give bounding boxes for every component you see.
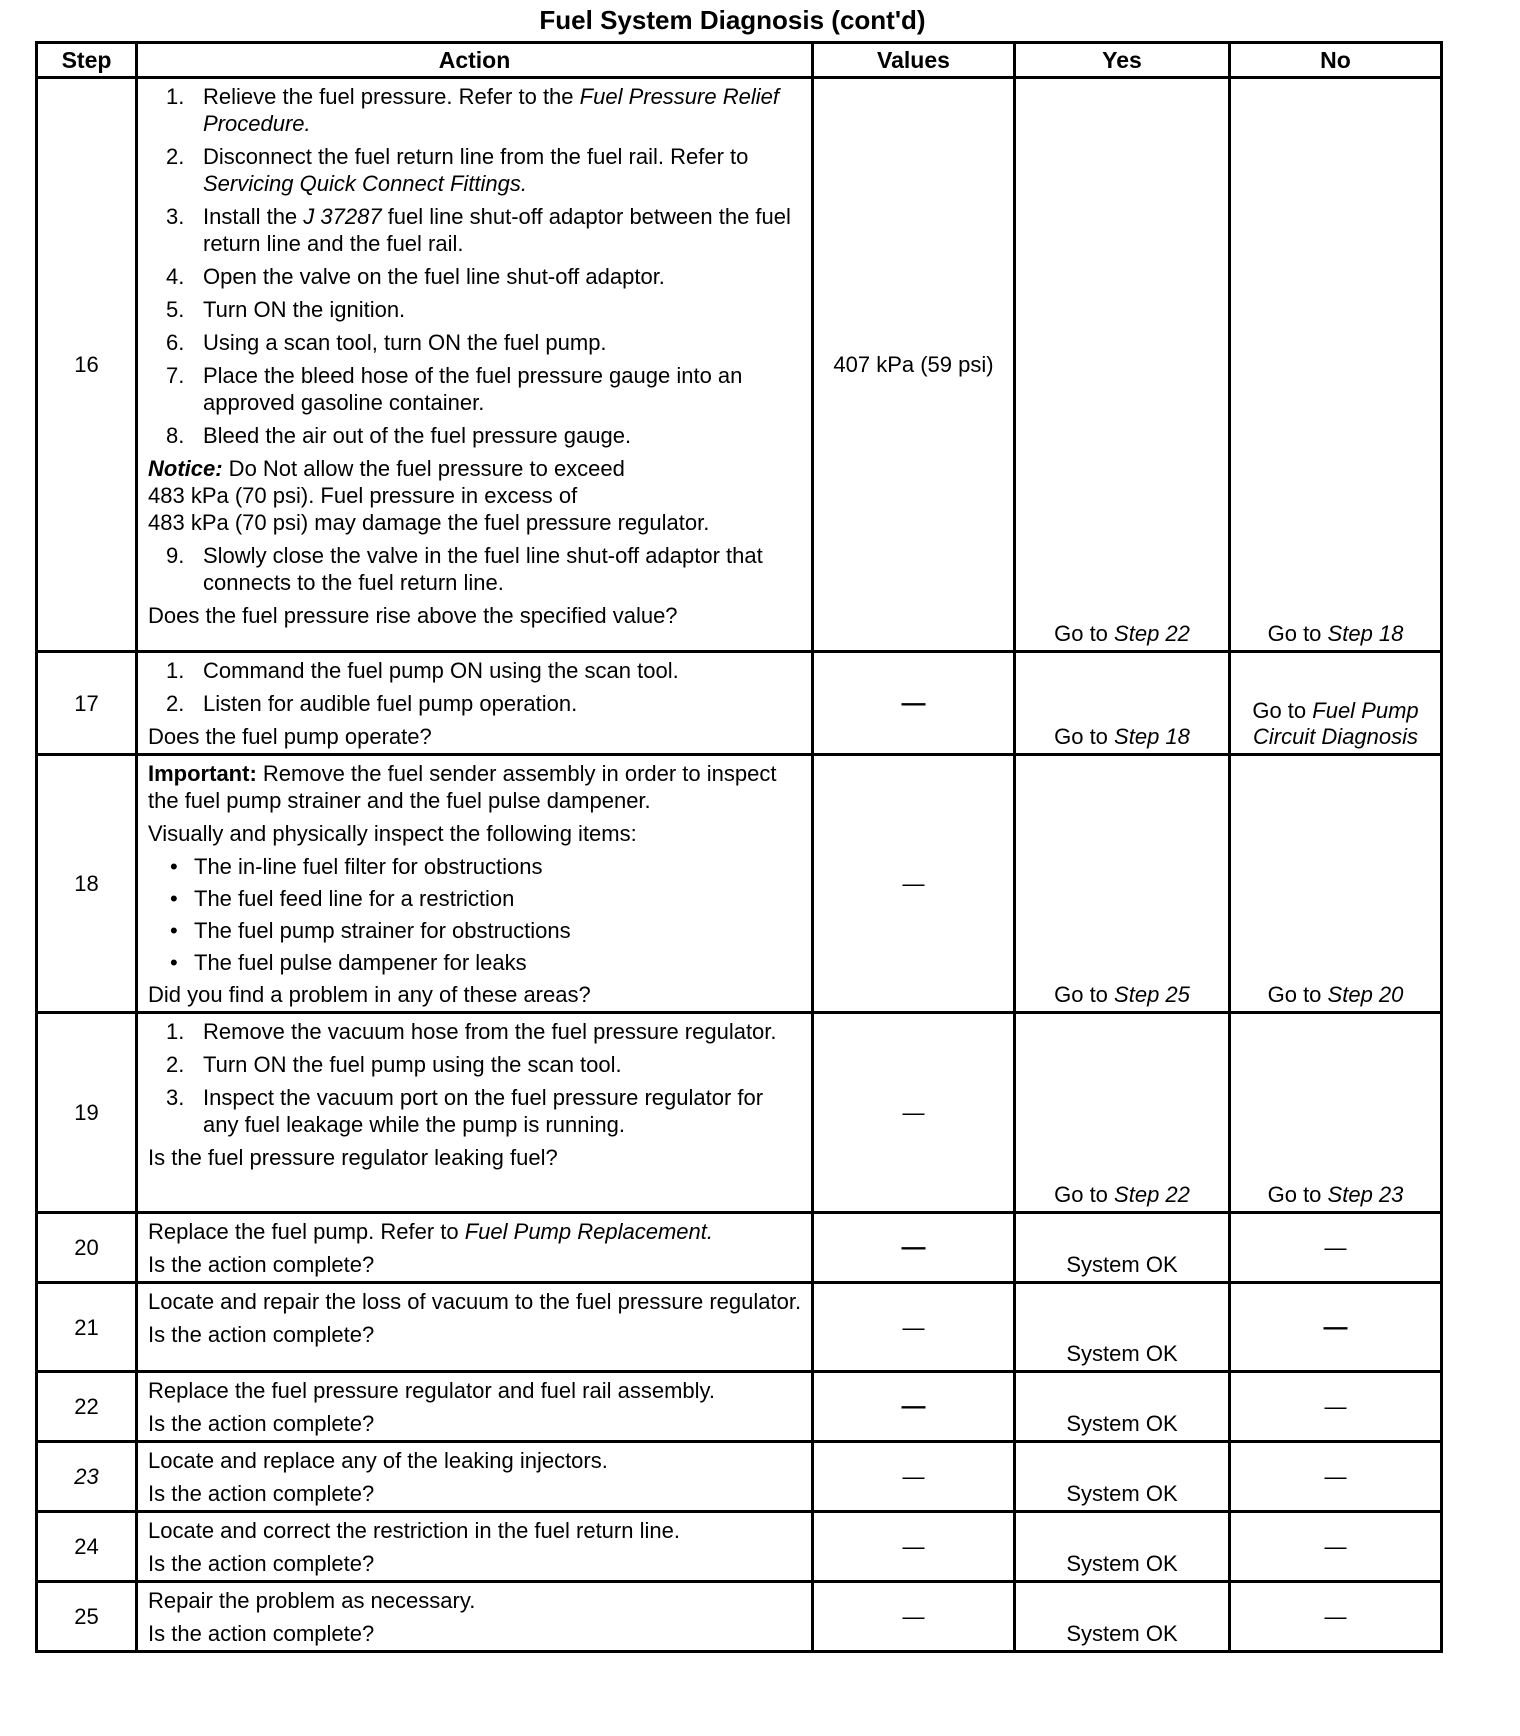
header-step: Step — [37, 43, 137, 78]
no-cell: Go to Fuel Pump Circuit Diagnosis — [1230, 652, 1442, 755]
list-item: 4. Open the valve on the fuel line shut-off adaptor. — [166, 264, 665, 289]
table-row-step-24 — [37, 1512, 1442, 1582]
table-row-step-20 — [37, 1213, 1442, 1283]
action-cell — [137, 1213, 813, 1283]
list-item: 2. Turn ON the fuel pump using the scan tool. — [166, 1052, 622, 1077]
step-number: 24 — [37, 1512, 137, 1582]
values-cell: — — [813, 755, 1015, 1013]
important-text: Important: Remove the fuel sender assembly in order to inspect the fuel pump strainer and the fuel pulse dampener. — [148, 761, 777, 813]
action-text: Repair the problem as necessary. — [148, 1588, 476, 1613]
step-number: 22 — [37, 1372, 137, 1442]
action-steps — [148, 657, 803, 717]
question-text: Is the action complete? — [148, 1481, 375, 1506]
action-steps — [148, 83, 803, 449]
table-row-step-17 — [37, 652, 1442, 755]
step-number: 21 — [37, 1283, 137, 1372]
step-number: 17 — [37, 652, 137, 755]
list-item: 2. Disconnect the fuel return line from the fuel rail. Refer to Servicing Quick Connect Fittings. — [166, 144, 749, 196]
no-cell: — — [1230, 1442, 1442, 1512]
no-cell: — — [1230, 1283, 1442, 1372]
list-item: 6. Using a scan tool, turn ON the fuel pump. — [166, 330, 607, 355]
list-item: 5. Turn ON the ignition. — [166, 297, 406, 322]
list-item: 3. Inspect the vacuum port on the fuel pressure regulator for any fuel leakage while the pump is running. — [166, 1085, 764, 1137]
question-text: Does the fuel pump operate? — [148, 724, 432, 749]
question-text: Did you find a problem in any of these areas? — [148, 982, 591, 1007]
no-cell: — — [1230, 1582, 1442, 1652]
no-cell: Go to Step 18 — [1230, 78, 1442, 652]
yes-cell: Go to Step 18 — [1015, 652, 1230, 755]
list-item: • The in-line fuel filter for obstructions — [170, 854, 543, 879]
yes-cell: Go to Step 25 — [1015, 755, 1230, 1013]
list-item: 1. Remove the vacuum hose from the fuel pressure regulator. — [166, 1019, 777, 1044]
no-step-link[interactable]: Step 23 — [1327, 1182, 1404, 1207]
notice-text: Notice: Do Not allow the fuel pressure to exceed 483 kPa (70 psi). Fuel pressure in excess of 483 kPa (70 psi) may damage the fuel pressure regulator. — [148, 456, 710, 535]
table-row-step-23 — [37, 1442, 1442, 1512]
question-text: Is the action complete? — [148, 1322, 375, 1347]
step-number: 25 — [37, 1582, 137, 1652]
list-item: 1. Relieve the fuel pressure. Refer to the Fuel Pressure Relief Procedure. — [166, 84, 779, 136]
no-cell: — — [1230, 1213, 1442, 1283]
question-text: Is the action complete? — [148, 1621, 375, 1646]
values-cell: 407 kPa (59 psi) — [813, 78, 1015, 652]
reference-link[interactable]: Servicing Quick Connect Fittings. — [203, 171, 528, 196]
list-item: 7. Place the bleed hose of the fuel pressure gauge into an approved gasoline container. — [166, 363, 743, 415]
yes-step-link[interactable]: Step 22 — [1114, 1182, 1190, 1207]
important-label: Important: — [148, 761, 257, 786]
values-cell: — — [813, 1442, 1015, 1512]
list-item: 3. Install the J 37287 fuel line shut-off adaptor between the fuel return line and the fuel rail. — [166, 204, 791, 256]
action-cell — [137, 652, 813, 755]
no-ref-link-line2[interactable]: Circuit Diagnosis — [1252, 724, 1419, 749]
yes-step-link[interactable]: Step 22 — [1114, 621, 1190, 646]
action-cell — [137, 1013, 813, 1213]
yes-cell: System OK — [1015, 1582, 1230, 1652]
yes-cell: System OK — [1015, 1372, 1230, 1442]
list-item: • The fuel pump strainer for obstructions — [170, 918, 571, 943]
list-item: • The fuel feed line for a restriction — [170, 886, 515, 911]
no-step-link[interactable]: Step 18 — [1327, 621, 1404, 646]
table-row-step-18 — [37, 755, 1442, 1013]
header-action: Action — [137, 43, 813, 78]
no-step-link[interactable]: Step 20 — [1327, 982, 1404, 1007]
action-cell — [137, 1512, 813, 1582]
yes-cell: System OK — [1015, 1442, 1230, 1512]
question-text: Does the fuel pressure rise above the specified value? — [148, 603, 678, 628]
header-yes: Yes — [1015, 43, 1230, 78]
tool-number: J 37287 — [303, 204, 382, 229]
action-cell — [137, 1283, 813, 1372]
header-no: No — [1230, 43, 1442, 78]
table-row-step-21 — [37, 1283, 1442, 1372]
action-cell — [137, 1372, 813, 1442]
list-item: • The fuel pulse dampener for leaks — [170, 950, 527, 975]
action-cell — [137, 755, 813, 1013]
inspect-intro: Visually and physically inspect the following items: — [148, 821, 637, 846]
no-cell: — — [1230, 1372, 1442, 1442]
values-cell: — — [813, 1372, 1015, 1442]
step-number: 18 — [37, 755, 137, 1013]
no-cell: Go to Step 20 — [1230, 755, 1442, 1013]
values-cell: — — [813, 1582, 1015, 1652]
action-text: Replace the fuel pump. Refer to Fuel Pump Replacement. — [148, 1219, 713, 1244]
question-text: Is the action complete? — [148, 1411, 375, 1436]
table-row-step-19 — [37, 1013, 1442, 1213]
no-cell: — — [1230, 1512, 1442, 1582]
yes-cell: Go to Step 22 — [1015, 78, 1230, 652]
action-cell — [137, 78, 813, 652]
table-row-step-16 — [37, 78, 1442, 652]
action-text: Replace the fuel pressure regulator and fuel rail assembly. — [148, 1378, 716, 1403]
values-cell: — — [813, 1512, 1015, 1582]
reference-link[interactable]: Fuel Pump Replacement. — [464, 1219, 713, 1244]
step-number: 20 — [37, 1213, 137, 1283]
step-number: 19 — [37, 1013, 137, 1213]
page-title — [0, 2, 1520, 38]
table-header-row — [37, 43, 1442, 78]
question-text: Is the action complete? — [148, 1551, 375, 1576]
list-item: 9. Slowly close the valve in the fuel line shut-off adaptor that connects to the fuel return line. — [166, 543, 763, 595]
action-text: Locate and correct the restriction in the fuel return line. — [148, 1518, 680, 1543]
reference-link[interactable]: Fuel Pressure Relief Procedure. — [203, 84, 779, 136]
question-text: Is the action complete? — [148, 1252, 375, 1277]
action-steps — [148, 1018, 803, 1138]
yes-cell: Go to Step 22 — [1015, 1013, 1230, 1213]
page-title-text: Fuel System Diagnosis (cont'd) — [539, 5, 926, 35]
values-cell: — — [813, 1283, 1015, 1372]
action-text: Locate and repair the loss of vacuum to the fuel pressure regulator. — [148, 1289, 802, 1314]
yes-step-link[interactable]: Step 18 — [1114, 724, 1190, 749]
notice-label: Notice: — [148, 456, 223, 481]
list-item: 1. Command the fuel pump ON using the scan tool. — [166, 658, 679, 683]
values-cell: — — [813, 652, 1015, 755]
table-row-step-22 — [37, 1372, 1442, 1442]
yes-step-link[interactable]: Step 25 — [1114, 982, 1190, 1007]
yes-cell: System OK — [1015, 1213, 1230, 1283]
action-cell — [137, 1582, 813, 1652]
yes-cell: System OK — [1015, 1512, 1230, 1582]
action-cell — [137, 1442, 813, 1512]
yes-cell: System OK — [1015, 1283, 1230, 1372]
list-item: 2. Listen for audible fuel pump operation. — [166, 691, 578, 716]
action-steps-continued — [148, 542, 803, 596]
diagnosis-table — [35, 41, 1443, 1653]
values-cell: — — [813, 1213, 1015, 1283]
no-ref-link[interactable]: Fuel Pump — [1312, 698, 1419, 723]
step-number: 16 — [37, 78, 137, 652]
values-cell: — — [813, 1013, 1015, 1213]
list-item: 8. Bleed the air out of the fuel pressure gauge. — [166, 423, 632, 448]
inspection-items — [148, 853, 803, 976]
no-cell: Go to Step 23 — [1230, 1013, 1442, 1213]
table-row-step-25 — [37, 1582, 1442, 1652]
action-text: Locate and replace any of the leaking injectors. — [148, 1448, 608, 1473]
header-values: Values — [813, 43, 1015, 78]
step-number: 23 — [37, 1442, 137, 1512]
question-text: Is the fuel pressure regulator leaking fuel? — [148, 1145, 558, 1170]
